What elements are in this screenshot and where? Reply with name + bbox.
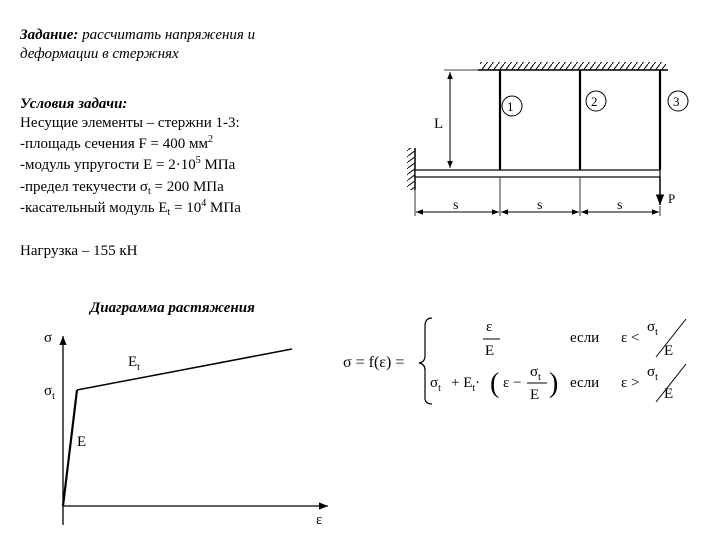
rod-3-label: 3 bbox=[673, 94, 680, 109]
case2-cond-numerator: $\sigma_t$ bbox=[647, 364, 658, 383]
task-text-line1: рассчитать напряжения и bbox=[78, 27, 256, 43]
beam bbox=[415, 170, 660, 177]
span-label-3: s bbox=[617, 198, 623, 213]
slope-e-label: E bbox=[77, 434, 87, 450]
diagram-title: Диаграмма растяжения bbox=[90, 300, 255, 316]
rod-1-label: 1 bbox=[507, 99, 514, 114]
hardening-segment bbox=[77, 349, 292, 390]
case2-sigma: $\sigma_t$ bbox=[430, 375, 441, 394]
load-label: P bbox=[668, 191, 676, 206]
modulus-unit: МПа bbox=[200, 157, 236, 173]
tangent-unit: МПа bbox=[206, 200, 241, 216]
task-text-line2: деформации в стержнях bbox=[20, 46, 179, 62]
ceiling-support-hatch bbox=[480, 62, 666, 70]
area-exponent: 2 bbox=[208, 134, 214, 145]
length-label: L bbox=[434, 116, 444, 132]
case1-denominator: E bbox=[485, 343, 495, 359]
span-label-2: s bbox=[537, 198, 543, 213]
yield-stress-label: $\sigma_t$ bbox=[44, 383, 55, 402]
piecewise-formula bbox=[343, 318, 686, 404]
case2-frac-numerator: $\sigma_t$ bbox=[530, 364, 541, 383]
elastic-segment bbox=[63, 390, 77, 506]
wall-support-hatch bbox=[407, 148, 415, 190]
case2-open-paren: ( bbox=[490, 368, 500, 399]
tangent-mid: = 10 bbox=[170, 200, 202, 216]
structure-scheme bbox=[407, 62, 688, 216]
case1-condition: ε < bbox=[621, 330, 640, 346]
modulus-exponent: 5 bbox=[195, 155, 201, 166]
case2-plus-et: + $E_t\cdot$ bbox=[451, 375, 481, 394]
formula-lhs: σ = f(ε) = bbox=[343, 354, 405, 371]
case1-cond-numerator: $\sigma_t$ bbox=[647, 319, 658, 338]
case2-condition: ε > bbox=[621, 375, 640, 391]
yield-value: = 200 МПа bbox=[150, 179, 224, 195]
area-text: -площадь сечения F = 400 мм bbox=[20, 136, 209, 152]
formula-brace bbox=[419, 318, 432, 404]
stress-strain-diagram bbox=[44, 330, 328, 528]
y-axis-label: σ bbox=[44, 330, 53, 346]
case2-if: если bbox=[570, 375, 600, 391]
tangent-exponent: 4 bbox=[201, 198, 207, 209]
modulus-text: -модуль упругости E = 2·10 bbox=[20, 157, 196, 173]
rod-2-label: 2 bbox=[591, 94, 598, 109]
conditions-line1: Несущие элементы – стержни 1-3: bbox=[20, 115, 240, 131]
case2-eps: ε − bbox=[503, 375, 522, 391]
case1-cond-denominator: E bbox=[664, 343, 674, 359]
conditions-heading: Условия задачи: bbox=[20, 96, 128, 112]
span-label-1: s bbox=[453, 198, 459, 213]
case2-frac-denominator: E bbox=[530, 387, 540, 403]
case1-numerator: ε bbox=[486, 319, 493, 335]
x-axis-label: ε bbox=[316, 512, 323, 528]
tangent-text: -касательный модуль E bbox=[20, 200, 168, 216]
case2-cond-denominator: E bbox=[664, 386, 674, 402]
task-heading: Задание: bbox=[20, 27, 79, 43]
case1-if: если bbox=[570, 330, 600, 346]
slope-et-label: $E_t$ bbox=[128, 354, 140, 373]
yield-text: -предел текучести σ bbox=[20, 179, 148, 195]
load-text: Нагрузка – 155 кН bbox=[20, 243, 138, 259]
tangent-subscript: t bbox=[167, 207, 171, 218]
case2-close-paren: ) bbox=[549, 368, 559, 399]
yield-subscript: t bbox=[147, 186, 151, 197]
